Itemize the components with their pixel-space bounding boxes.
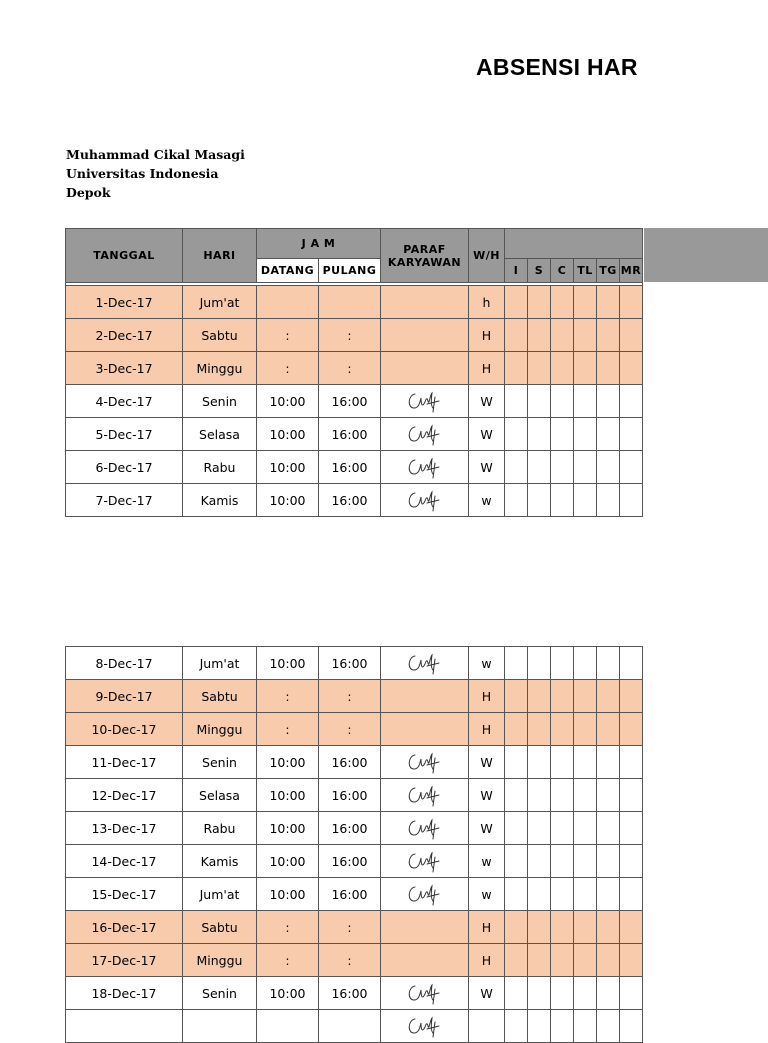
signature-cell — [381, 746, 469, 779]
code-cell — [505, 385, 528, 418]
code-cell — [597, 911, 620, 944]
code-cell — [620, 385, 643, 418]
code-cell — [574, 845, 597, 878]
code-cell — [597, 319, 620, 352]
code-cell — [597, 451, 620, 484]
signature-icon — [405, 1013, 445, 1039]
time-out-cell: : — [319, 680, 381, 713]
code-cell — [505, 779, 528, 812]
wh-cell: w — [469, 647, 505, 680]
signature-cell — [381, 878, 469, 911]
time-out-cell: 16:00 — [319, 484, 381, 517]
code-cell — [528, 977, 551, 1010]
table-row — [66, 680, 643, 713]
code-cell — [551, 878, 574, 911]
time-out-cell: : — [319, 713, 381, 746]
header-datang: DATANG — [257, 259, 319, 283]
time-out-cell: 16:00 — [319, 779, 381, 812]
code-cell — [551, 1010, 574, 1043]
code-cell — [620, 845, 643, 878]
time-out-cell: 16:00 — [319, 647, 381, 680]
code-cell — [597, 352, 620, 385]
header-code-s: S — [528, 259, 551, 283]
code-cell — [574, 779, 597, 812]
time-out-cell: : — [319, 319, 381, 352]
header-code-c: C — [551, 259, 574, 283]
signature-cell — [381, 944, 469, 977]
code-cell — [505, 647, 528, 680]
day-cell: Jum'at — [183, 286, 257, 319]
wh-cell: h — [469, 286, 505, 319]
code-cell — [597, 286, 620, 319]
code-cell — [505, 845, 528, 878]
code-cell — [505, 713, 528, 746]
signature-cell — [381, 779, 469, 812]
wh-cell: W — [469, 812, 505, 845]
code-cell — [620, 878, 643, 911]
wh-cell — [469, 1010, 505, 1043]
code-cell — [574, 713, 597, 746]
date-cell: 5-Dec-17 — [66, 418, 183, 451]
code-cell — [528, 746, 551, 779]
wh-cell: W — [469, 977, 505, 1010]
code-cell — [620, 352, 643, 385]
code-cell — [620, 944, 643, 977]
code-cell — [505, 451, 528, 484]
signature-icon — [405, 881, 445, 907]
employee-info — [66, 145, 245, 202]
code-cell — [551, 319, 574, 352]
day-cell: Sabtu — [183, 911, 257, 944]
employee-institution: Universitas Indonesia — [66, 166, 219, 181]
wh-cell: W — [469, 746, 505, 779]
code-cell — [551, 944, 574, 977]
code-cell — [597, 484, 620, 517]
signature-cell — [381, 647, 469, 680]
code-cell — [574, 647, 597, 680]
table-row — [66, 352, 643, 385]
code-cell — [528, 1010, 551, 1043]
signature-cell — [381, 911, 469, 944]
day-cell: Rabu — [183, 812, 257, 845]
day-cell: Rabu — [183, 451, 257, 484]
header-extension — [644, 228, 768, 282]
code-cell — [505, 746, 528, 779]
code-cell — [574, 286, 597, 319]
signature-cell — [381, 845, 469, 878]
signature-cell — [381, 680, 469, 713]
code-cell — [528, 878, 551, 911]
date-cell: 16-Dec-17 — [66, 911, 183, 944]
code-cell — [597, 713, 620, 746]
date-cell: 6-Dec-17 — [66, 451, 183, 484]
time-in-cell: 10:00 — [257, 845, 319, 878]
wh-cell: H — [469, 944, 505, 977]
code-cell — [505, 911, 528, 944]
code-cell — [574, 352, 597, 385]
date-cell: 10-Dec-17 — [66, 713, 183, 746]
time-out-cell: 16:00 — [319, 418, 381, 451]
date-cell: 3-Dec-17 — [66, 352, 183, 385]
code-cell — [528, 845, 551, 878]
code-cell — [574, 451, 597, 484]
wh-cell: H — [469, 680, 505, 713]
table-row — [66, 746, 643, 779]
time-in-cell: : — [257, 911, 319, 944]
table-row — [66, 845, 643, 878]
wh-cell: W — [469, 418, 505, 451]
time-in-cell: 10:00 — [257, 977, 319, 1010]
header-tanggal: TANGGAL — [66, 229, 183, 283]
code-cell — [505, 878, 528, 911]
signature-cell — [381, 319, 469, 352]
code-cell — [597, 1010, 620, 1043]
code-cell — [597, 647, 620, 680]
date-cell: 8-Dec-17 — [66, 647, 183, 680]
code-cell — [528, 352, 551, 385]
code-cell — [551, 647, 574, 680]
code-cell — [597, 878, 620, 911]
time-out-cell: 16:00 — [319, 845, 381, 878]
code-cell — [574, 746, 597, 779]
code-cell — [528, 779, 551, 812]
code-cell — [505, 680, 528, 713]
code-cell — [574, 812, 597, 845]
code-cell — [551, 746, 574, 779]
signature-icon — [405, 454, 445, 480]
signature-icon — [405, 782, 445, 808]
code-cell — [505, 319, 528, 352]
date-cell: 4-Dec-17 — [66, 385, 183, 418]
date-cell: 11-Dec-17 — [66, 746, 183, 779]
code-cell — [551, 812, 574, 845]
code-cell — [574, 484, 597, 517]
code-cell — [620, 779, 643, 812]
code-cell — [620, 286, 643, 319]
code-cell — [551, 779, 574, 812]
date-cell: 7-Dec-17 — [66, 484, 183, 517]
table-row — [66, 944, 643, 977]
time-in-cell: : — [257, 352, 319, 385]
code-cell — [597, 680, 620, 713]
code-cell — [574, 418, 597, 451]
table-row — [66, 713, 643, 746]
table-row — [66, 319, 643, 352]
code-cell — [505, 944, 528, 977]
day-cell: Minggu — [183, 944, 257, 977]
header-paraf — [381, 229, 469, 283]
signature-icon — [405, 848, 445, 874]
code-cell — [551, 845, 574, 878]
time-out-cell: 16:00 — [319, 812, 381, 845]
attendance-table-1 — [65, 228, 643, 517]
time-in-cell: 10:00 — [257, 418, 319, 451]
code-cell — [597, 779, 620, 812]
header-code-mr: MR — [620, 259, 643, 283]
time-in-cell: 10:00 — [257, 385, 319, 418]
wh-cell: W — [469, 779, 505, 812]
header-wh: W/H — [469, 229, 505, 283]
code-cell — [505, 418, 528, 451]
code-cell — [528, 385, 551, 418]
time-in-cell: 10:00 — [257, 878, 319, 911]
table-row — [66, 484, 643, 517]
code-cell — [597, 746, 620, 779]
wh-cell: H — [469, 352, 505, 385]
signature-cell — [381, 451, 469, 484]
date-cell: 18-Dec-17 — [66, 977, 183, 1010]
signature-icon — [405, 388, 445, 414]
signature-cell — [381, 418, 469, 451]
code-cell — [551, 418, 574, 451]
signature-cell — [381, 812, 469, 845]
signature-cell — [381, 352, 469, 385]
day-cell: Minggu — [183, 713, 257, 746]
signature-icon — [405, 815, 445, 841]
code-cell — [528, 451, 551, 484]
date-cell: 2-Dec-17 — [66, 319, 183, 352]
code-cell — [551, 451, 574, 484]
time-in-cell — [257, 286, 319, 319]
time-in-cell: : — [257, 680, 319, 713]
code-cell — [620, 319, 643, 352]
code-cell — [505, 286, 528, 319]
code-cell — [505, 352, 528, 385]
date-cell: 12-Dec-17 — [66, 779, 183, 812]
date-cell: 1-Dec-17 — [66, 286, 183, 319]
day-cell: Senin — [183, 385, 257, 418]
date-cell: 14-Dec-17 — [66, 845, 183, 878]
signature-icon — [405, 749, 445, 775]
code-cell — [551, 911, 574, 944]
code-cell — [620, 713, 643, 746]
time-out-cell — [319, 1010, 381, 1043]
day-cell: Selasa — [183, 779, 257, 812]
code-cell — [574, 385, 597, 418]
code-cell — [597, 977, 620, 1010]
date-cell: 17-Dec-17 — [66, 944, 183, 977]
code-cell — [574, 977, 597, 1010]
code-cell — [528, 812, 551, 845]
day-cell: Kamis — [183, 484, 257, 517]
signature-icon — [405, 421, 445, 447]
code-cell — [551, 680, 574, 713]
header-paraf-line2: KARYAWAN — [387, 255, 462, 269]
day-cell: Sabtu — [183, 319, 257, 352]
table-row — [66, 878, 643, 911]
wh-cell: w — [469, 484, 505, 517]
date-cell: 13-Dec-17 — [66, 812, 183, 845]
day-cell: Sabtu — [183, 680, 257, 713]
code-cell — [551, 484, 574, 517]
code-cell — [528, 680, 551, 713]
code-cell — [528, 418, 551, 451]
time-in-cell: 10:00 — [257, 647, 319, 680]
code-cell — [551, 352, 574, 385]
signature-cell — [381, 713, 469, 746]
table-row — [66, 418, 643, 451]
code-cell — [505, 812, 528, 845]
code-cell — [597, 385, 620, 418]
header-code-tl: TL — [574, 259, 597, 283]
table-row — [66, 385, 643, 418]
time-in-cell: : — [257, 319, 319, 352]
day-cell: Senin — [183, 746, 257, 779]
day-cell: Kamis — [183, 845, 257, 878]
day-cell: Jum'at — [183, 647, 257, 680]
code-cell — [528, 944, 551, 977]
time-out-cell: 16:00 — [319, 878, 381, 911]
code-cell — [597, 812, 620, 845]
code-cell — [620, 746, 643, 779]
time-out-cell: : — [319, 911, 381, 944]
signature-cell — [381, 484, 469, 517]
code-cell — [528, 484, 551, 517]
code-cell — [505, 977, 528, 1010]
header-code-i: I — [505, 259, 528, 283]
time-out-cell: 16:00 — [319, 746, 381, 779]
code-cell — [597, 944, 620, 977]
code-cell — [620, 647, 643, 680]
day-cell: Jum'at — [183, 878, 257, 911]
time-out-cell: : — [319, 352, 381, 385]
table-row — [66, 647, 643, 680]
header-codes-group — [505, 229, 643, 259]
signature-icon — [405, 487, 445, 513]
time-in-cell: 10:00 — [257, 484, 319, 517]
code-cell — [620, 418, 643, 451]
code-cell — [551, 713, 574, 746]
code-cell — [551, 977, 574, 1010]
code-cell — [597, 418, 620, 451]
code-cell — [551, 385, 574, 418]
attendance-table-2 — [65, 646, 643, 1043]
time-in-cell: 10:00 — [257, 779, 319, 812]
wh-cell: w — [469, 845, 505, 878]
time-in-cell: : — [257, 944, 319, 977]
wh-cell: W — [469, 451, 505, 484]
code-cell — [574, 680, 597, 713]
wh-cell: H — [469, 911, 505, 944]
code-cell — [574, 319, 597, 352]
time-out-cell — [319, 286, 381, 319]
code-cell — [597, 845, 620, 878]
wh-cell: W — [469, 385, 505, 418]
code-cell — [528, 713, 551, 746]
time-out-cell: : — [319, 944, 381, 977]
time-out-cell: 16:00 — [319, 385, 381, 418]
code-cell — [620, 977, 643, 1010]
wh-cell: H — [469, 319, 505, 352]
code-cell — [528, 319, 551, 352]
code-cell — [620, 680, 643, 713]
code-cell — [574, 911, 597, 944]
time-in-cell: 10:00 — [257, 451, 319, 484]
day-cell: Minggu — [183, 352, 257, 385]
code-cell — [528, 647, 551, 680]
table-row — [66, 1010, 643, 1043]
header-paraf-line1: PARAF — [403, 242, 446, 256]
signature-cell — [381, 1010, 469, 1043]
employee-city: Depok — [66, 185, 111, 200]
signature-cell — [381, 286, 469, 319]
header-jam: J A M — [257, 229, 381, 259]
code-cell — [574, 1010, 597, 1043]
signature-cell — [381, 977, 469, 1010]
time-in-cell: 10:00 — [257, 812, 319, 845]
code-cell — [551, 286, 574, 319]
employee-name: Muhammad Cikal Masagi — [66, 147, 245, 162]
code-cell — [620, 812, 643, 845]
time-in-cell: 10:00 — [257, 746, 319, 779]
header-hari: HARI — [183, 229, 257, 283]
time-out-cell: 16:00 — [319, 451, 381, 484]
time-out-cell: 16:00 — [319, 977, 381, 1010]
wh-cell: H — [469, 713, 505, 746]
code-cell — [505, 484, 528, 517]
time-in-cell — [257, 1010, 319, 1043]
date-cell — [66, 1010, 183, 1043]
code-cell — [620, 484, 643, 517]
table-row — [66, 911, 643, 944]
day-cell: Senin — [183, 977, 257, 1010]
code-cell — [620, 451, 643, 484]
code-cell — [505, 1010, 528, 1043]
code-cell — [620, 911, 643, 944]
table-row — [66, 286, 643, 319]
table-row — [66, 812, 643, 845]
wh-cell: w — [469, 878, 505, 911]
day-cell — [183, 1010, 257, 1043]
header-pulang: PULANG — [319, 259, 381, 283]
code-cell — [620, 1010, 643, 1043]
time-in-cell: : — [257, 713, 319, 746]
signature-icon — [405, 650, 445, 676]
signature-cell — [381, 385, 469, 418]
table-row — [66, 779, 643, 812]
code-cell — [528, 911, 551, 944]
table-row — [66, 977, 643, 1010]
date-cell: 15-Dec-17 — [66, 878, 183, 911]
code-cell — [574, 944, 597, 977]
date-cell: 9-Dec-17 — [66, 680, 183, 713]
day-cell: Selasa — [183, 418, 257, 451]
table-row — [66, 451, 643, 484]
page-title: ABSENSI HAR — [476, 54, 638, 80]
header-code-tg: TG — [597, 259, 620, 283]
code-cell — [528, 286, 551, 319]
code-cell — [574, 878, 597, 911]
signature-icon — [405, 980, 445, 1006]
